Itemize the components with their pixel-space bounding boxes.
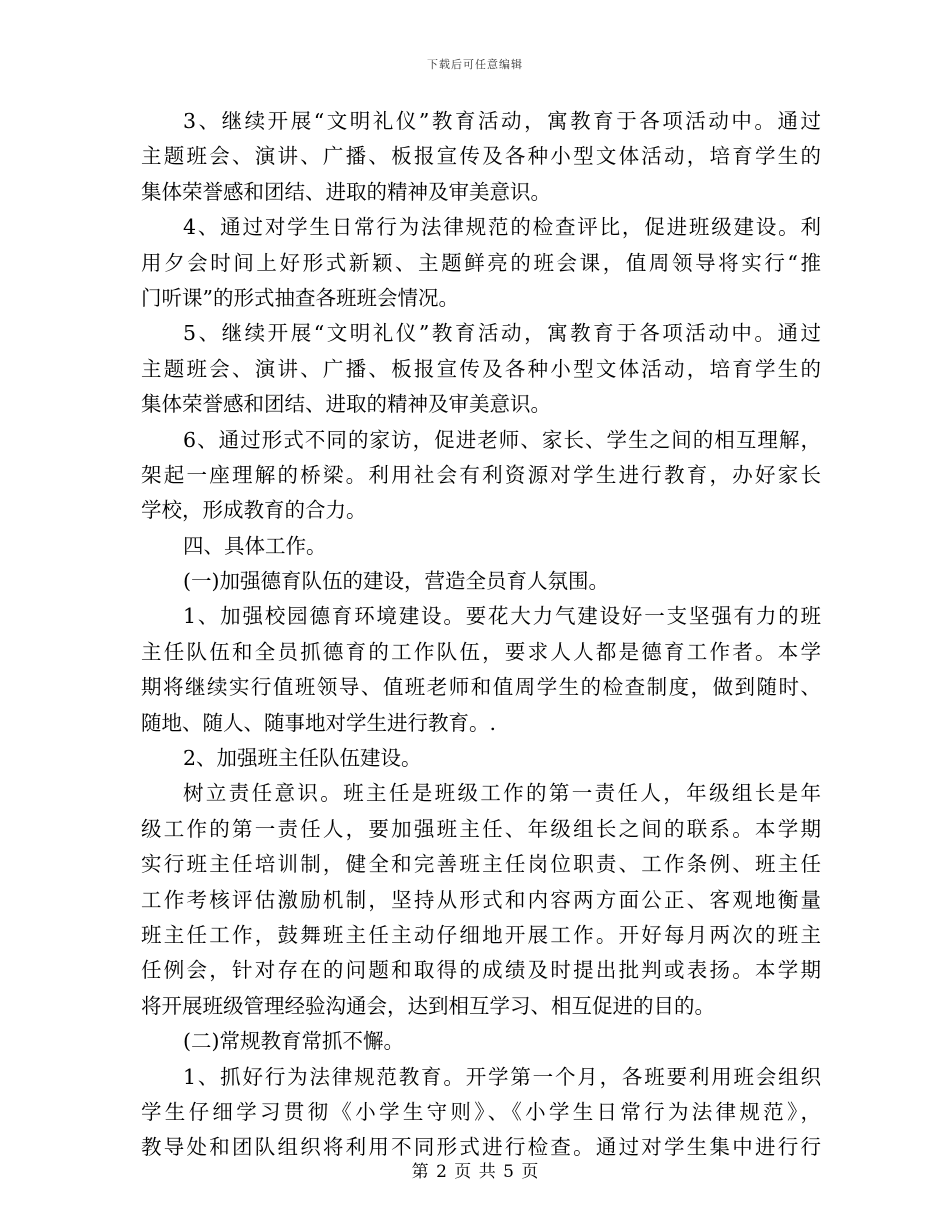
subsection-heading: (一)加强德育队伍的建设，营造全员育人氛围。 <box>183 569 609 594</box>
text-line: 期将继续实行值班领导、值班老师和值周学生的检查制度，做到随时、 <box>141 675 821 700</box>
text-line: 学校，形成教育的合力。 <box>141 498 367 523</box>
text-line: 4、通过对学生日常行为法律规范的检查评比，促进班级建设。利 <box>183 215 821 240</box>
text-line: 班主任工作，鼓舞班主任主动仔细地开展工作。开好每月两次的班主 <box>141 922 821 947</box>
section-heading: 四、具体工作。 <box>183 533 327 558</box>
text-line: 1、抓好行为法律规范教育。开学第一个月，各班要利用班会组织 <box>183 1064 821 1089</box>
text-line: 主任队伍和全员抓德育的工作队伍，要求人人都是德育工作者。本学 <box>141 639 821 664</box>
text-line: 任例会，针对存在的问题和取得的成绩及时提出批判或表扬。本学期 <box>141 958 821 983</box>
text-line: 集体荣誉感和团结、进取的精神及审美意识。 <box>141 392 551 417</box>
text-line: 集体荣誉感和团结、进取的精神及审美意识。 <box>141 179 551 204</box>
text-line: 架起一座理解的桥梁。利用社会有利资源对学生进行教育，办好家长 <box>141 462 821 487</box>
text-line: 用夕会时间上好形式新颖、主题鲜亮的班会课，值周领导将实行“推 <box>141 250 821 275</box>
text-line: 工作考核评估激励机制，坚持从形式和内容两方面公正、客观地衡量 <box>141 887 821 912</box>
text-line: 树立责任意识。班主任是班级工作的第一责任人，年级组长是年 <box>183 781 821 806</box>
page-header: 下载后可任意编辑 <box>427 58 523 71</box>
text-line: 5、继续开展“文明礼仪”教育活动，寓教育于各项活动中。通过 <box>183 321 821 346</box>
text-line: 教导处和团队组织将利用不同形式进行检查。通过对学生集中进行行 <box>141 1135 821 1160</box>
text-line: 门听课”的形式抽查各班班会情况。 <box>141 285 459 310</box>
text-line: 6、通过形式不同的家访，促进老师、家长、学生之间的相互理解， <box>183 427 821 452</box>
page-number: 第 2 页 共 5 页 <box>411 1162 539 1182</box>
text-line: 随地、随人、随事地对学生进行教育。. <box>141 710 497 735</box>
subsection-heading: (二)常规教育常抓不懈。 <box>183 1029 404 1054</box>
text-line: 级工作的第一责任人，要加强班主任、年级组长之间的联系。本学期 <box>141 816 821 841</box>
text-line: 1、加强校园德育环境建设。要花大力气建设好一支坚强有力的班 <box>183 604 821 629</box>
text-line: 主题班会、演讲、广播、板报宣传及各种小型文体活动，培育学生的 <box>141 144 821 169</box>
document-body <box>141 104 821 1166</box>
text-line: 学生仔细学习贯彻《小学生守则》、《小学生日常行为法律规范》， <box>141 1099 821 1124</box>
text-line: 主题班会、演讲、广播、板报宣传及各种小型文体活动，培育学生的 <box>141 356 821 381</box>
text-line: 将开展班级管理经验沟通会，达到相互学习、相互促进的目的。 <box>141 993 715 1018</box>
text-line: 3、继续开展“文明礼仪”教育活动，寓教育于各项活动中。通过 <box>183 109 821 133</box>
text-line: 2、加强班主任队伍建设。 <box>183 746 422 771</box>
text-line: 实行班主任培训制，健全和完善班主任岗位职责、工作条例、班主任 <box>141 852 821 877</box>
